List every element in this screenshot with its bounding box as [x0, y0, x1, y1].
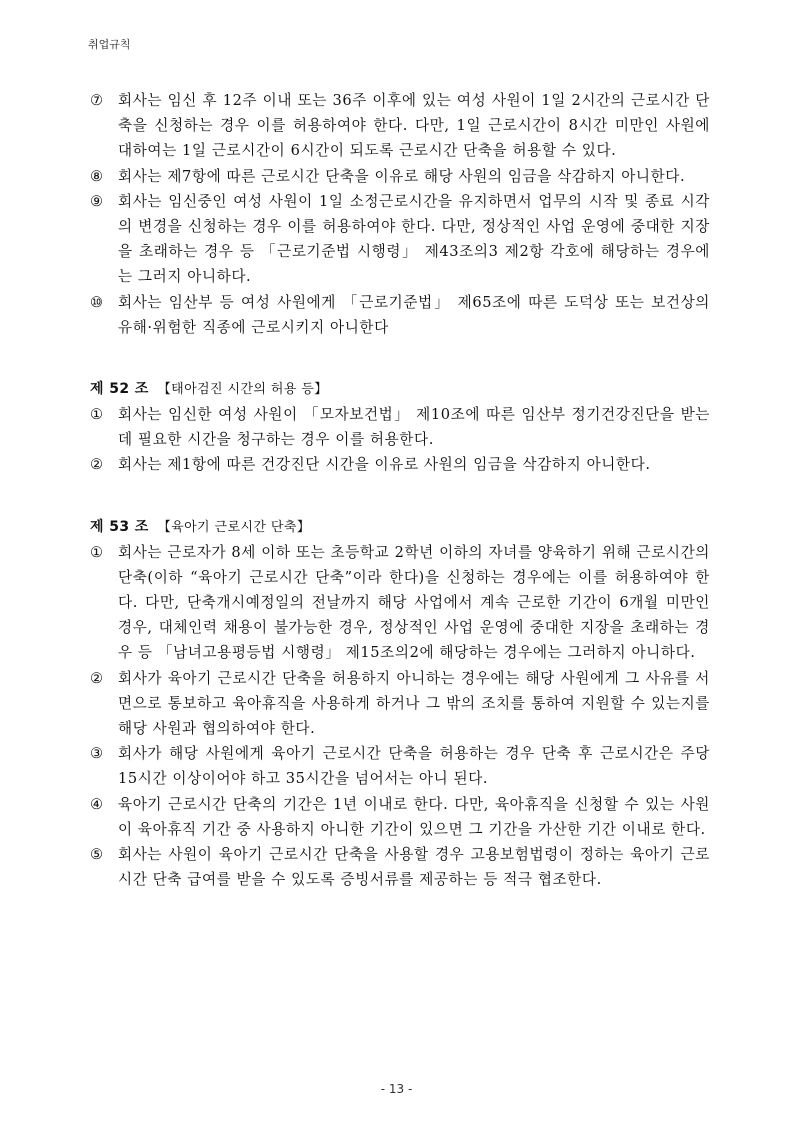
article-number: 제 53 조 [90, 518, 149, 535]
clause-item [90, 842, 710, 892]
clause-item [90, 402, 710, 452]
page-number: - 13 - [380, 1082, 413, 1096]
clause-item [90, 540, 710, 666]
clause-number: ⑧ [90, 167, 104, 185]
article-53 [90, 514, 710, 893]
clause-number: ⑤ [90, 846, 104, 864]
clause-number: ④ [90, 795, 104, 813]
clause-text: 회사는 임산부 등 여성 사원에게 「근로기준법」 제65조에 따른 도덕상 또는 보건상의 유해·위험한 직종에 근로시키지 아니한다 [118, 293, 710, 336]
article-number: 제 52 조 [90, 381, 149, 398]
clause-text: 회사는 제7항에 따른 근로시간 단축을 이유로 해당 사원의 임금을 삭감하지 아니한다. [118, 167, 686, 185]
clause-number: ⑨ [90, 192, 104, 210]
article-title: 【육아기 근로시간 단축】 [157, 519, 311, 535]
clause-item [90, 88, 710, 164]
clause-item [90, 666, 710, 742]
document-header-title: 취업규칙 [88, 38, 131, 51]
clause-text: 회사는 제1항에 따른 건강진단 시간을 이유로 사원의 임금을 삭감하지 아니한다. [118, 456, 651, 474]
article-52 [90, 376, 710, 478]
clause-item [90, 189, 710, 290]
clause-number: ② [90, 456, 104, 474]
article-heading [90, 514, 710, 540]
document-body [90, 88, 710, 892]
clause-text: 회사가 육아기 근로시간 단축을 허용하지 아니하는 경우에는 해당 사원에게 그 사유를 서면으로 통보하고 육아휴직을 사용하게 하거나 그 밖의 조치를 통하여 지원할 수 있는지를 해당 사원과 협의하여야 한다. [118, 669, 710, 738]
clause-text: 회사는 사원이 육아기 근로시간 단축을 사용할 경우 고용보험법령이 정하는 육아기 근로시간 단축 급여를 받을 수 있도록 증빙서류를 제공하는 등 적극 협조한다. [118, 846, 710, 889]
clause-text: 회사는 근로자가 8세 이하 또는 초등학교 2학년 이하의 자녀를 양육하기 위해 근로시간의 단축(이하 “육아기 근로시간 단축”이라 한다)을 신청하는 경우에는 이를 허용하여야 한다. 다만, 단축개시예정일의 전날까지 해당 사업에서 계속 근로한 기간이 6개월 미만인 경우, 대체인력 채용이 불가능한 경우, 정상적인 사업 운영에 중대한 지장을 초래하는 경우 등 「남녀고용평등법 시행령」 제15조의2에 해당하는 경우에는 그러하지 아니하다. [118, 543, 710, 662]
clause-item [90, 741, 710, 791]
clause-text: 회사는 임신중인 여성 사원이 1일 소정근로시간을 유지하면서 업무의 시작 및 종료 시각의 변경을 신청하는 경우 이를 허용하여야 한다. 다만, 정상적인 사업 운영에 중대한 지장을 초래하는 경우 등 「근로기준법 시행령」 제43조의3 제2항 각호에 해당하는 경우에는 그러지 아니하다. [118, 192, 710, 286]
clause-number: ⑦ [90, 92, 104, 109]
clause-number: ⑩ [90, 293, 104, 311]
clause-item [90, 164, 710, 189]
clause-item [90, 452, 710, 477]
article-title: 【태아검진 시간의 허용 등】 [157, 382, 328, 398]
clause-number: ① [90, 543, 104, 561]
clause-item [90, 290, 710, 340]
clause-text: 육아기 근로시간 단축의 기간은 1년 이내로 한다. 다만, 육아휴직을 신청할 수 있는 사원이 육아휴직 기간 중 사용하지 아니한 기간이 있으면 그 기간을 가산한 기간 이내로 한다. [118, 795, 710, 838]
clause-text: 회사는 임신한 여성 사원이 「모자보건법」 제10조에 따른 임산부 정기건강진단을 받는데 필요한 시간을 청구하는 경우 이를 허용한다. [118, 406, 710, 449]
clause-number: ① [90, 406, 104, 424]
clause-text: 회사는 임신 후 12주 이내 또는 36주 이후에 있는 여성 사원이 1일 2시간의 근로시간 단축을 신청하는 경우 이를 허용하여야 한다. 다만, 1일 근로시간이 8시간 미만인 사원에 대하여는 1일 근로시간이 6시간이 되도록 근로시간 단축을 허용할 수 있다. [118, 92, 710, 160]
clause-number: ② [90, 669, 104, 687]
article-heading [90, 376, 710, 402]
clause-text: 회사가 해당 사원에게 육아기 근로시간 단축을 허용하는 경우 단축 후 근로시간은 주당 15시간 이상이어야 하고 35시간을 넘어서는 아니 된다. [118, 745, 710, 788]
article-continuation [90, 88, 710, 340]
clause-number: ③ [90, 745, 104, 763]
clause-item [90, 792, 710, 842]
